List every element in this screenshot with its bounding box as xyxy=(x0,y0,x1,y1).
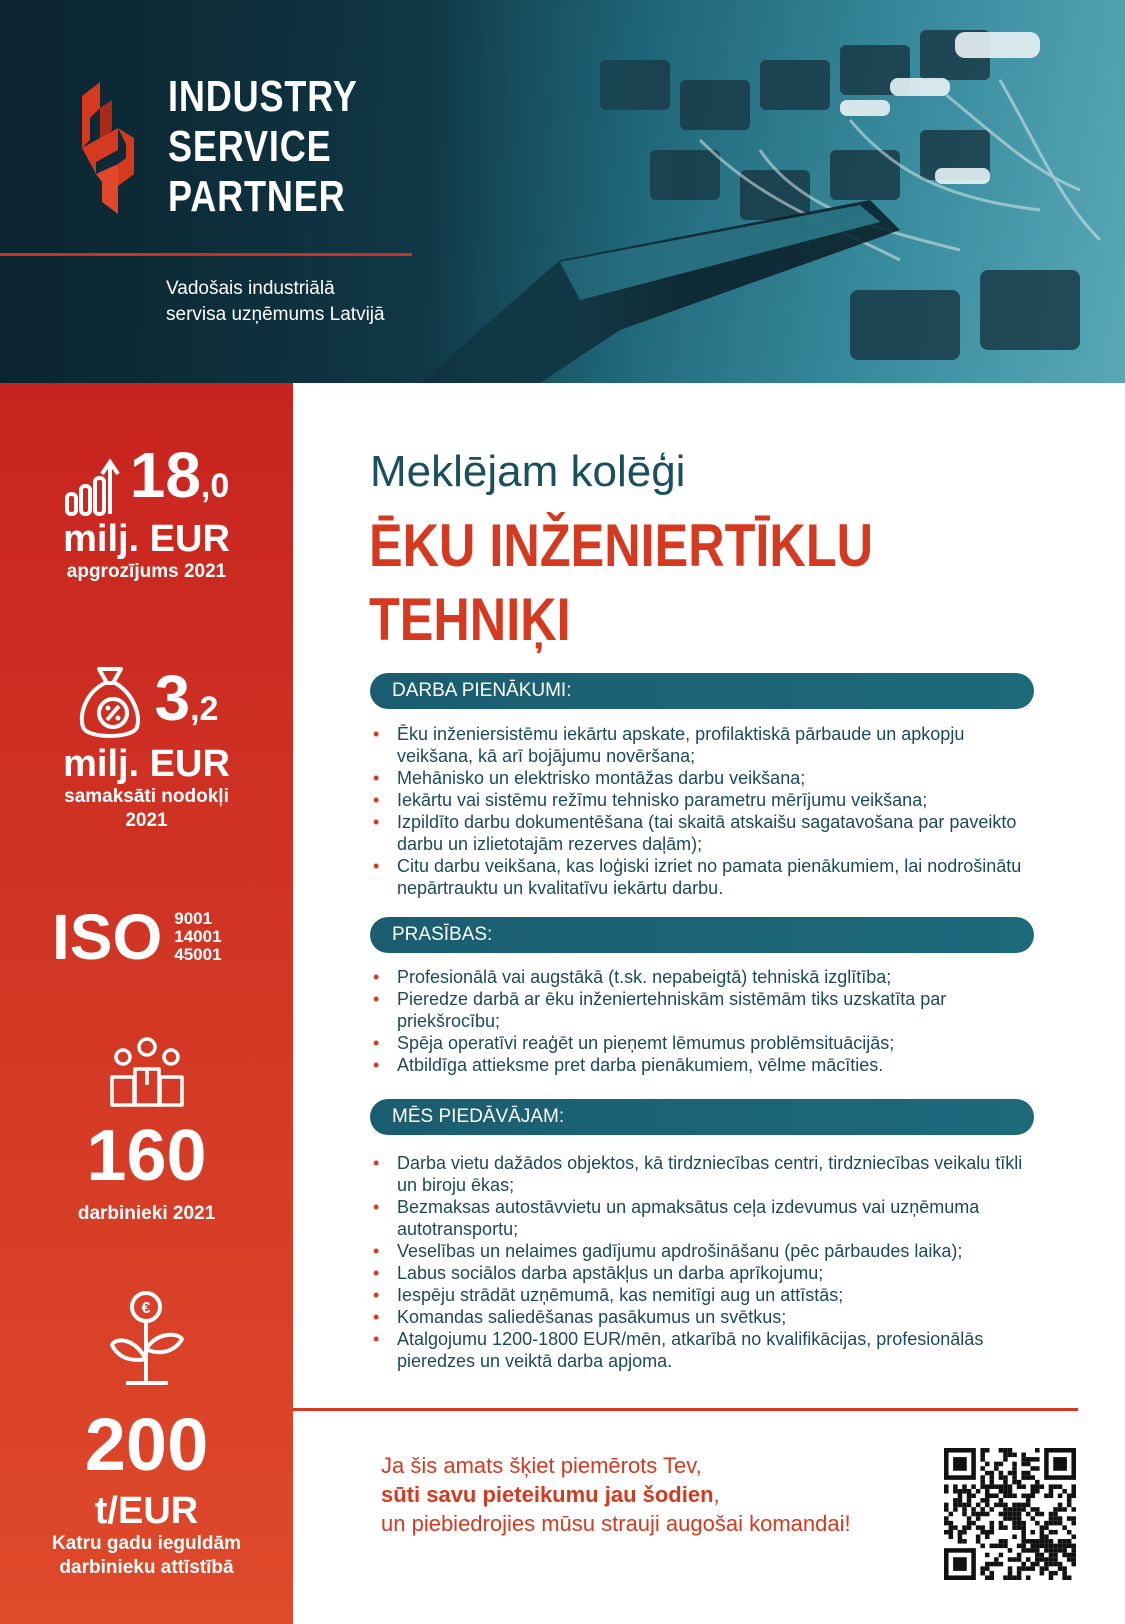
taxes-unit: milj. EUR xyxy=(63,743,230,785)
requirements-item: • Profesionālā vai augstākā (t.sk. nepabeigtā) tehniskā izglītība; xyxy=(370,966,1030,988)
job-posting xyxy=(293,383,1125,1624)
taxes-decimal: ,2 xyxy=(190,689,219,728)
header-banner xyxy=(0,0,1125,383)
growth-chart-icon xyxy=(64,456,120,518)
turnover-unit: milj. EUR xyxy=(63,518,230,560)
cta-line-3: un piebiedrojies mūsu strauji augošai komandai! xyxy=(381,1511,851,1536)
stats-sidebar xyxy=(0,383,293,1624)
money-plant-icon xyxy=(108,1289,186,1389)
iso-14001: 14001 xyxy=(174,927,222,946)
call-to-action xyxy=(381,1451,851,1538)
turnover-label: apgrozījums 2021 xyxy=(66,561,227,582)
cta-line-2-tail: , xyxy=(713,1482,720,1507)
iso-45001: 45001 xyxy=(174,945,222,964)
title-line-1: ĒKU INŽENIERTĪKLU xyxy=(369,512,873,579)
investment-unit: t/EUR xyxy=(94,1490,199,1532)
stat-investment xyxy=(0,1289,293,1580)
requirements-list xyxy=(370,966,1030,1076)
investment-value: 200 xyxy=(84,1403,209,1486)
requirements-item: • Pieredze darbā ar ēku inženiertehniskām sistēmām tiks uzskatīta par priekšrocību; xyxy=(370,988,1030,1032)
cta-line-1: Ja šis amats šķiet piemērots Tev, xyxy=(381,1453,702,1478)
requirements-item: • Atbildīga attieksme pret darba pienākumiem, vēlme mācīties. xyxy=(370,1054,1030,1076)
money-bag-percent-icon xyxy=(75,663,145,743)
brand-line-3: PARTNER xyxy=(168,172,346,221)
page-title xyxy=(369,509,873,657)
offer-list xyxy=(370,1152,1030,1372)
stat-taxes-row xyxy=(0,663,293,743)
taxes-label-1: samaksāti nodokļi xyxy=(64,786,229,807)
duties-item: • Mehānisko un elektrisko montāžas darbu veikšana; xyxy=(370,767,1030,789)
brand-name xyxy=(168,72,358,222)
stat-employees xyxy=(0,1035,293,1226)
duties-item: • Iekārtu vai sistēmu režīmu tehnisko parametru mērījumu veikšana; xyxy=(370,789,1030,811)
section-divider xyxy=(293,1408,1078,1411)
investment-label-1: Katru gadu ieguldām xyxy=(52,1533,241,1554)
offer-item: • Komandas saliedēšanas pasākumus un svētkus; xyxy=(370,1306,1030,1328)
investment-label-2: darbinieku attīstībā xyxy=(59,1557,234,1578)
iso-word: ISO xyxy=(52,901,163,973)
taxes-value: 3 xyxy=(154,661,191,734)
brand-line-1: INDUSTRY xyxy=(168,72,358,121)
iso-9001: 9001 xyxy=(174,909,213,928)
title-line-2: TEHNIĶI xyxy=(369,586,571,653)
offer-item: • Veselības un nelaimes gadījumu apdrošināšanu (pēc pārbaudes laika); xyxy=(370,1240,1030,1262)
cta-line-2: sūti savu pieteikumu jau šodien xyxy=(381,1482,714,1507)
stat-turnover xyxy=(0,439,293,584)
employees-label: darbinieki 2021 xyxy=(77,1203,216,1224)
header-divider xyxy=(0,253,412,256)
offer-item: • Atalgojumu 1200-1800 EUR/mēn, atkarībā no kvalifikācijas, profesionālās pieredzes un veiktā darba apjoma. xyxy=(370,1328,1030,1372)
offer-item: • Labus sociālos darba apstākļus un darba aprīkojumu; xyxy=(370,1262,1030,1284)
duties-item: • Citu darbu veikšana, kas loģiski izriet no pamata pienākumiem, lai nodrošinātu nepārtrauktu un kvalitatīvu iekārtu darbu. xyxy=(370,855,1030,899)
requirements-item: • Spēja operatīvi reaģēt un pieņemt lēmumus problēmsituācijās; xyxy=(370,1032,1030,1054)
tagline-line-1: Vadošais industriālā xyxy=(166,278,335,299)
iso-certifications xyxy=(52,901,222,973)
brand-line-2: SERVICE xyxy=(168,122,332,171)
tagline-line-2: servisa uzņēmums Latvijā xyxy=(166,304,385,325)
duties-list xyxy=(370,723,1030,899)
offer-item: • Iespēju strādāt uzņēmumā, kas nemitīgi aug un attīstās; xyxy=(370,1284,1030,1306)
page-subtitle: Meklējam kolēģi xyxy=(370,447,686,496)
section-duties-heading: DARBA PIENĀKUMI: xyxy=(370,673,1034,709)
offer-item: • Darba vietu dažādos objektos, kā tirdzniecības centri, tirdzniecības veikalu tīkli un biroju ēkas; xyxy=(370,1152,1030,1196)
svg-text:€: € xyxy=(141,1300,150,1317)
iso-numbers xyxy=(174,910,221,964)
taxes-label-2: 2021 xyxy=(125,810,168,831)
stat-taxes xyxy=(0,663,293,833)
duties-item: • Ēku inženiersistēmu iekārtu apskate, profilaktiskā pārbaude un apkopju veikšana, kā arī bojājumu novēršana; xyxy=(370,723,1030,767)
company-logo-icon xyxy=(78,78,138,218)
offer-item: • Bezmaksas autostāvvietu un apmaksātus ceļa izdevumus vai uzņēmuma autotransportu; xyxy=(370,1196,1030,1240)
qr-code[interactable] xyxy=(944,1448,1076,1580)
section-offer-heading: MĒS PIEDĀVĀJAM: xyxy=(370,1099,1034,1135)
team-people-icon xyxy=(109,1035,185,1107)
stat-turnover-row xyxy=(0,439,293,518)
tagline xyxy=(166,276,385,328)
turnover-value: 18 xyxy=(129,439,201,511)
duties-item: • Izpildīto darbu dokumentēšana (tai skaitā atskaišu sagatavošana par paveikto darbu un izlietotajām rezerves daļām); xyxy=(370,811,1030,855)
turnover-decimal: ,0 xyxy=(200,467,230,505)
section-requirements-heading: PRASĪBAS: xyxy=(370,917,1034,953)
employees-value: 160 xyxy=(86,1116,207,1196)
